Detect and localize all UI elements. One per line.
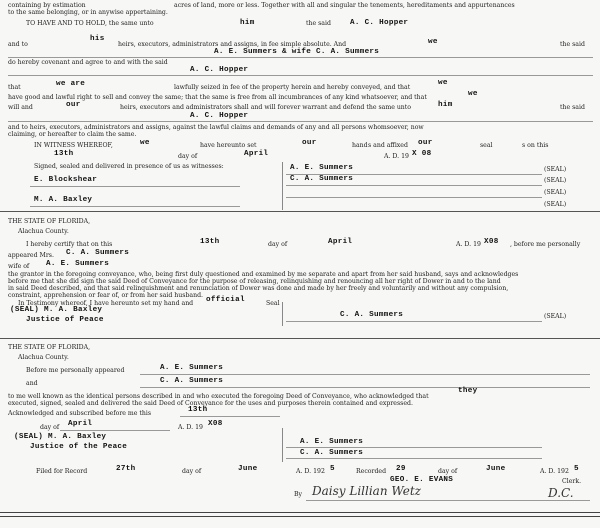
clerk-name: GEO. E. EVANS [390, 476, 454, 484]
deed-text: seal [480, 142, 493, 149]
ack-text: the grantor in the foregoing conveyance, who, being first duly questioned and examined by me separate and apart from her said husband, says and acknowledges [8, 271, 519, 278]
ack-pronoun: they [458, 387, 478, 395]
deed-text: claiming, or hereafter to claim the same. [8, 131, 137, 138]
seal-label: (SEAL) [544, 189, 567, 196]
clerk-label: Clerk. [562, 478, 582, 485]
grantor-pronoun: our [302, 139, 317, 147]
deed-text: the said [306, 20, 331, 27]
officer-name: (SEAL) M. A. Baxley [14, 433, 107, 441]
seal-label: (SEAL) [544, 201, 567, 208]
ack-text: and [26, 380, 38, 387]
witness-1: E. Blockshear [34, 176, 98, 184]
signature-1: A. E. Summers [300, 438, 364, 446]
deed-text: IN WITNESS WHEREOF, [34, 142, 113, 149]
page-bottom-rule [0, 512, 600, 513]
ack-year: X08 [484, 238, 499, 246]
grantor-pronoun: our [418, 139, 433, 147]
ack-text: executed, signed, sealed and delivered the said Deed of Conveyance for the uses and purposes therein contained and expressed. [8, 400, 413, 407]
deputy-clerk-signature: Daisy Lillian Wetz [312, 484, 421, 498]
witness-2: M. A. Baxley [34, 196, 93, 204]
section-divider [0, 211, 600, 212]
grantor-names: A. E. Summers & wife C. A. Summers [214, 48, 380, 56]
deed-text: and to heirs, executors, administrators and assigns, against the lawful claims and demands of any and all persons whomsoever, now [8, 124, 424, 131]
wife-signature: C. A. Summers [340, 311, 404, 319]
deed-year: X 08 [412, 150, 432, 158]
deed-text: Signed, sealed and delivered in presence of us as witnesses: [34, 163, 224, 170]
grantor-pronoun: our [66, 101, 81, 109]
filed-day: 27th [116, 465, 136, 473]
filing-text: Filed for Record [36, 468, 88, 475]
ack-text: day of [40, 424, 60, 431]
deed-text: TO HAVE AND TO HOLD, the same unto [26, 20, 154, 27]
grantee-pronoun: him [240, 19, 255, 27]
filing-text: A. D. 192 [296, 468, 325, 475]
deed-day: 13th [54, 150, 74, 158]
deed-text: lawfully seized in fee of the property herein and hereby conveyed, and that [174, 84, 411, 91]
grantor-signature-1: A. E. Summers [290, 164, 354, 172]
recorded-day: 29 [396, 465, 406, 473]
ack-wife-name: C. A. Summers [66, 249, 130, 257]
officer-title: Justice of Peace [26, 316, 104, 324]
ack-person-2: C. A. Summers [160, 377, 224, 385]
recorded-month: June [486, 465, 506, 473]
ack-year: X08 [208, 420, 223, 428]
section-divider [0, 338, 600, 339]
ack-seal-type: official [206, 296, 245, 304]
ack-husband-name: A. E. Summers [46, 260, 110, 268]
by-label: By [294, 491, 303, 498]
filing-text: A. D. 192 [540, 468, 569, 475]
deed-text: to the same belonging, or in anywise appertaining. [8, 9, 168, 16]
ack-text: I hereby certify that on this [26, 241, 113, 248]
recorded-year: 5 [574, 465, 579, 473]
ack-day: 13th [200, 238, 220, 246]
seal-label: (SEAL) [544, 166, 567, 173]
ack-text: day of [268, 241, 288, 248]
ack-text: constraint, apprehension or fear of, or from her said husband. [8, 292, 204, 299]
grantee-name: A. C. Hopper [350, 19, 409, 27]
deed-text: s and affixed [368, 142, 408, 149]
grantee-name: A. C. Hopper [190, 66, 249, 74]
grantee-name: A. C. Hopper [190, 112, 249, 120]
grantor-pronoun: we [438, 79, 448, 87]
filing-text: day of [182, 468, 202, 475]
seal-label: (SEAL) [544, 177, 567, 184]
deed-text: A. D. 19 [384, 153, 409, 160]
deed-text: the said [560, 41, 585, 48]
grantor-signature-2: C. A. Summers [290, 175, 354, 183]
officer-name: (SEAL) M. A. Baxley [10, 306, 103, 314]
deed-text: containing by estimation [8, 2, 86, 9]
deed-text: and to [8, 41, 28, 48]
deed-text: the said [560, 104, 585, 111]
deed-text: have hereunto set [200, 142, 257, 149]
ack-text: before me that she did sign the said Deed of Conveyance for the purpose of releasing, relinquishing and renouncing all her right of Dower in and to the land [8, 278, 501, 285]
deed-text: will and [8, 104, 33, 111]
deed-text: s on this [522, 142, 549, 149]
filed-month: June [238, 465, 258, 473]
ack-text: appeared Mrs. [8, 252, 54, 259]
ack-text: A. D. 19 [456, 241, 481, 248]
deed-text: acres of land, more or less. Together with all and singular the tenements, hereditaments and appurtenances [174, 2, 515, 9]
deed-text: have good and lawful right to sell and convey the same; that the same is free from all incumbrances of any kind whatsoever, and that [8, 94, 427, 101]
officer-title: Justice of the Peace [30, 443, 128, 451]
deed-text: do hereby covenant and agree to and with the said [8, 59, 168, 66]
ack-text: to me well known as the identical persons described in and who executed the foregoing Deed of Conveyance, who acknowledged that [8, 393, 429, 400]
deputy-clerk-title: D.C. [548, 486, 574, 500]
state-heading: THE STATE OF FLORIDA, [8, 218, 91, 225]
deed-text: day of [178, 153, 198, 160]
deed-text: heirs, executors, administrators and assigns, in fee simple absolute. And [118, 41, 347, 48]
filing-text: Recorded [356, 468, 387, 475]
ack-person-1: A. E. Summers [160, 364, 224, 372]
grantor-pronoun: we [468, 90, 478, 98]
county-heading: Alachua County. [18, 354, 69, 361]
deed-text: that [8, 84, 21, 91]
ack-text: in said Deed described, and that said relinquishment and renunciation of Dower was done and made by her freely and voluntarily and without any compulsion, [8, 285, 509, 292]
filed-year: 5 [330, 465, 335, 473]
seal-label: (SEAL) [544, 313, 567, 320]
county-heading: Alachua County. [18, 228, 69, 235]
ack-text: Seal [266, 300, 280, 307]
grantor-status: we are [56, 80, 86, 88]
page-bottom-rule [0, 516, 600, 517]
signature-2: C. A. Summers [300, 449, 364, 457]
ack-text: A. D. 19 [178, 424, 203, 431]
grantor-pronoun: we [428, 38, 438, 46]
grantor-pronoun: we [140, 139, 150, 147]
grantee-pronoun: him [438, 101, 453, 109]
grantee-pronoun: his [90, 35, 105, 43]
ack-text: Acknowledged and subscribed before me this [8, 410, 152, 417]
filing-text: day of [438, 468, 458, 475]
deed-month: April [244, 150, 269, 158]
ack-text: In Testimony whereof, I have hereunto set my hand and [18, 300, 194, 307]
ack-month: April [68, 420, 93, 428]
deed-text: heirs, executors and administrators shall and will forever warrant and defend the same unto [120, 104, 411, 111]
ack-day: 13th [188, 406, 208, 414]
ack-month: April [328, 238, 353, 246]
deed-text: hand [352, 142, 368, 149]
ack-text: Before me personally appeared [26, 367, 125, 374]
state-heading: THE STATE OF FLORIDA, [8, 344, 91, 351]
ack-text: , before me personally [510, 241, 581, 248]
ack-text: wife of [8, 263, 30, 270]
